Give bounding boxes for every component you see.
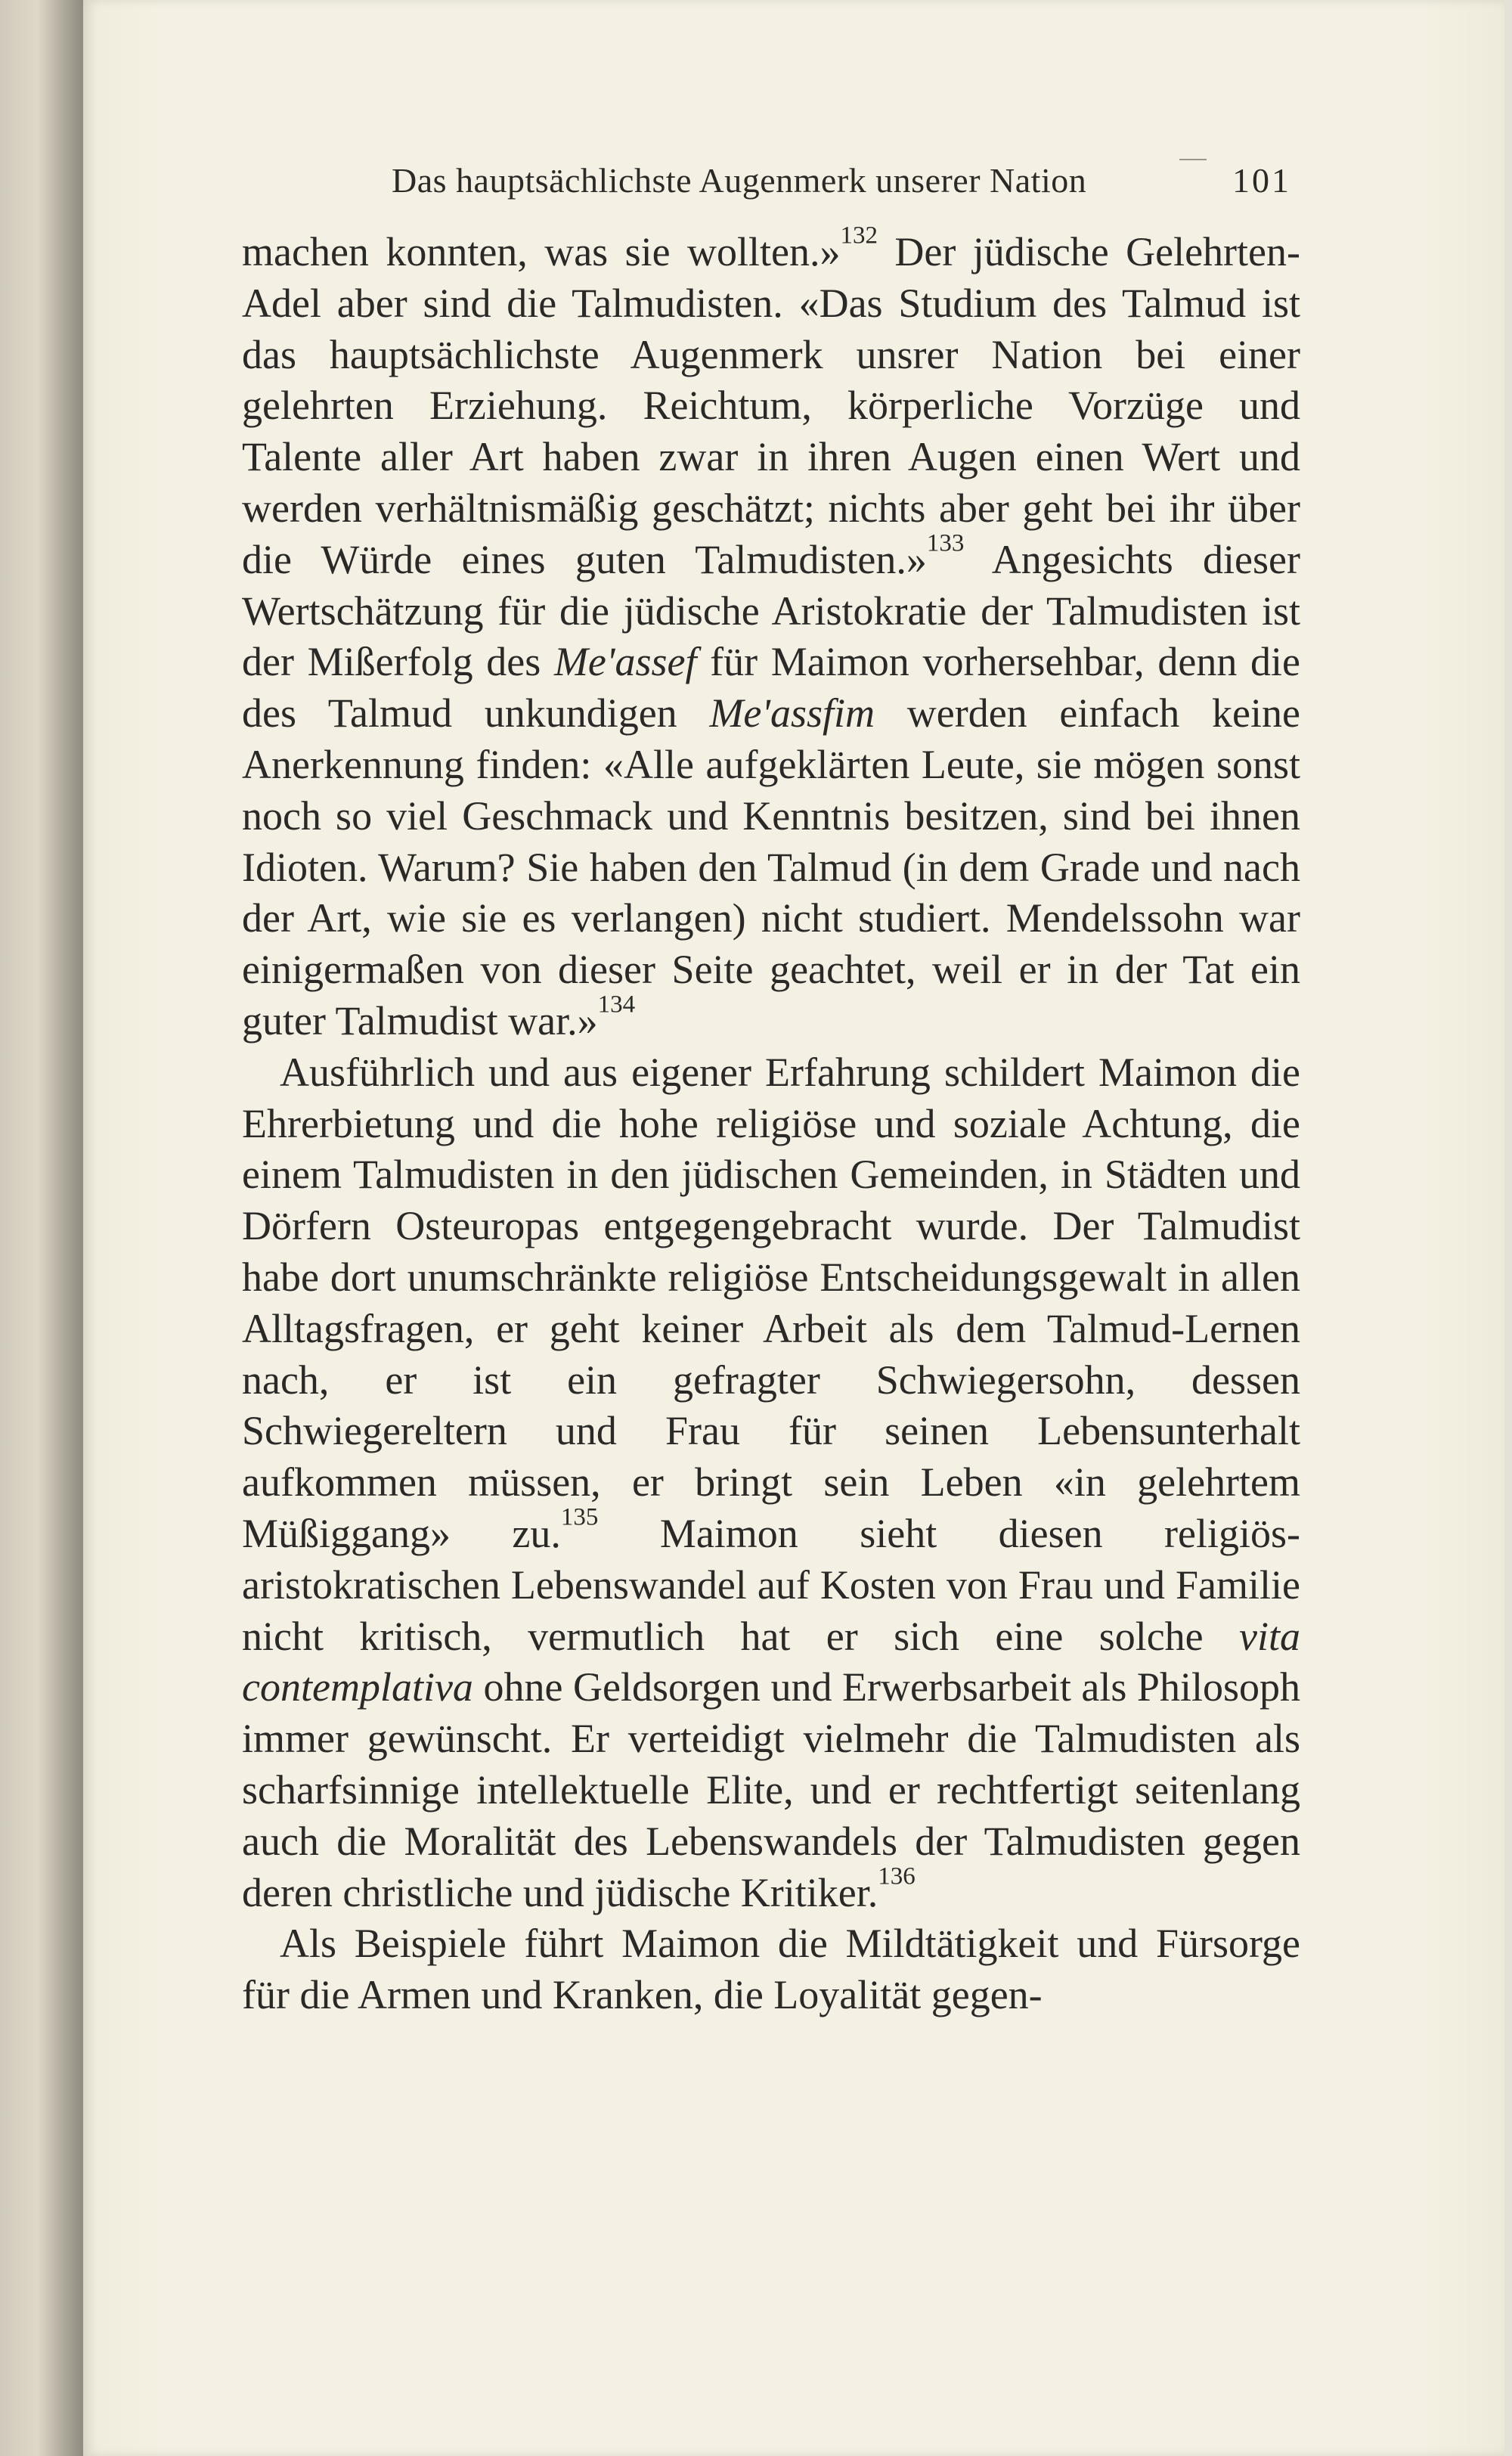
book-spine-edge <box>0 0 83 2456</box>
text-run: ohne Geldsorgen und Erwerbsarbeit als Philosoph immer gewünscht. Er verteidigt vielmehr die Talmudisten als scharfsinnige intellektuelle Elite, und er rechtfertigt seitenlang auch die Moralität des Lebenswandels der Talmudisten gegen deren christliche und jüdische Kritiker. <box>242 1664 1300 1915</box>
text-run: Angesichts dieser Wertschätzung für die jüdische Aristokratie der Talmudisten ist der Mißerfolg des <box>242 536 1300 685</box>
text-run: für Maimon vorhersehbar, denn die des Talmud unkundigen <box>242 639 1300 736</box>
text-run: Der jüdische Gelehrten-Adel aber sind die Talmudisten. «Das Studium des Talmud ist das hauptsächlichste Augenmerk unsrer Nation bei einer gelehrten Erziehung. Reichtum, körperliche Vorzüge und Talente aller Art haben zwar in ihren Augen einen Wert und werden verhältnismäßig geschätzt; nichts aber geht bei ihr über die Würde eines guten Talmudisten.» <box>242 229 1300 582</box>
text-run: Als Beispiele führt Maimon die Mildtätigkeit und Fürsorge für die Armen und Kranken, die Loyalität gegen- <box>242 1921 1300 2018</box>
text-run: werden einfach keine Anerkennung finden: «Alle aufgeklärten Leute, sie mögen sonst noch so viel Geschmack und Kenntnis besitzen, sind bei ihnen Idioten. Warum? Sie haben den Talmud (in dem Grade und nach der Art, wie sie es verlangen) nicht studiert. Mendelssohn war einigermaßen von dieser Seite geachtet, weil er in der Tat ein guter Talmudist war.» <box>242 690 1300 1043</box>
paragraph-2 <box>242 1047 1300 1919</box>
text-run: Ausführlich und aus eigener Erfahrung schildert Maimon die Ehrerbietung und die hohe religiöse und soziale Achtung, die einem Talmudisten in den jüdischen Gemeinden, in Städten und Dörfern Osteuropas entgegengebracht wurde. Der Talmudist habe dort unumschränkte religiöse Entscheidungsgewalt in allen Alltagsfragen, er geht keiner Arbeit als dem Talmud-Lernen nach, er ist ein gefragter Schwiegersohn, dessen Schwiegereltern und Frau für seinen Lebensunterhalt aufkommen müssen, er bringt sein Leben «in gelehrtem Müßiggang» zu. <box>242 1049 1300 1556</box>
paragraph-3 <box>242 1918 1300 2021</box>
footnote-ref: 136 <box>878 1862 916 1890</box>
footnote-ref: 135 <box>560 1503 599 1531</box>
italic-term: Me'assef <box>553 639 697 685</box>
body-text <box>242 222 1301 2021</box>
footnote-ref: 132 <box>840 222 878 250</box>
paragraph-1 <box>242 222 1300 1047</box>
text-run: machen konnten, was sie wollten.» <box>242 229 841 274</box>
footnote-ref: 133 <box>926 529 965 557</box>
book-page <box>83 0 1504 2456</box>
page-number: 101 <box>1232 161 1291 200</box>
italic-term: Me'assfim <box>709 690 875 736</box>
italic-term: vita contemplativa <box>242 1613 1300 1710</box>
text-run: Maimon sieht diesen religiös-aristokratischen Lebenswandel auf Kosten von Frau und Familie nicht kritisch, vermutlich hat er sich eine solche <box>242 1510 1301 1659</box>
running-header <box>308 160 1291 213</box>
running-title: Das hauptsächlichste Augenmerk unserer Nation <box>392 161 1087 200</box>
footnote-ref: 134 <box>597 991 636 1019</box>
